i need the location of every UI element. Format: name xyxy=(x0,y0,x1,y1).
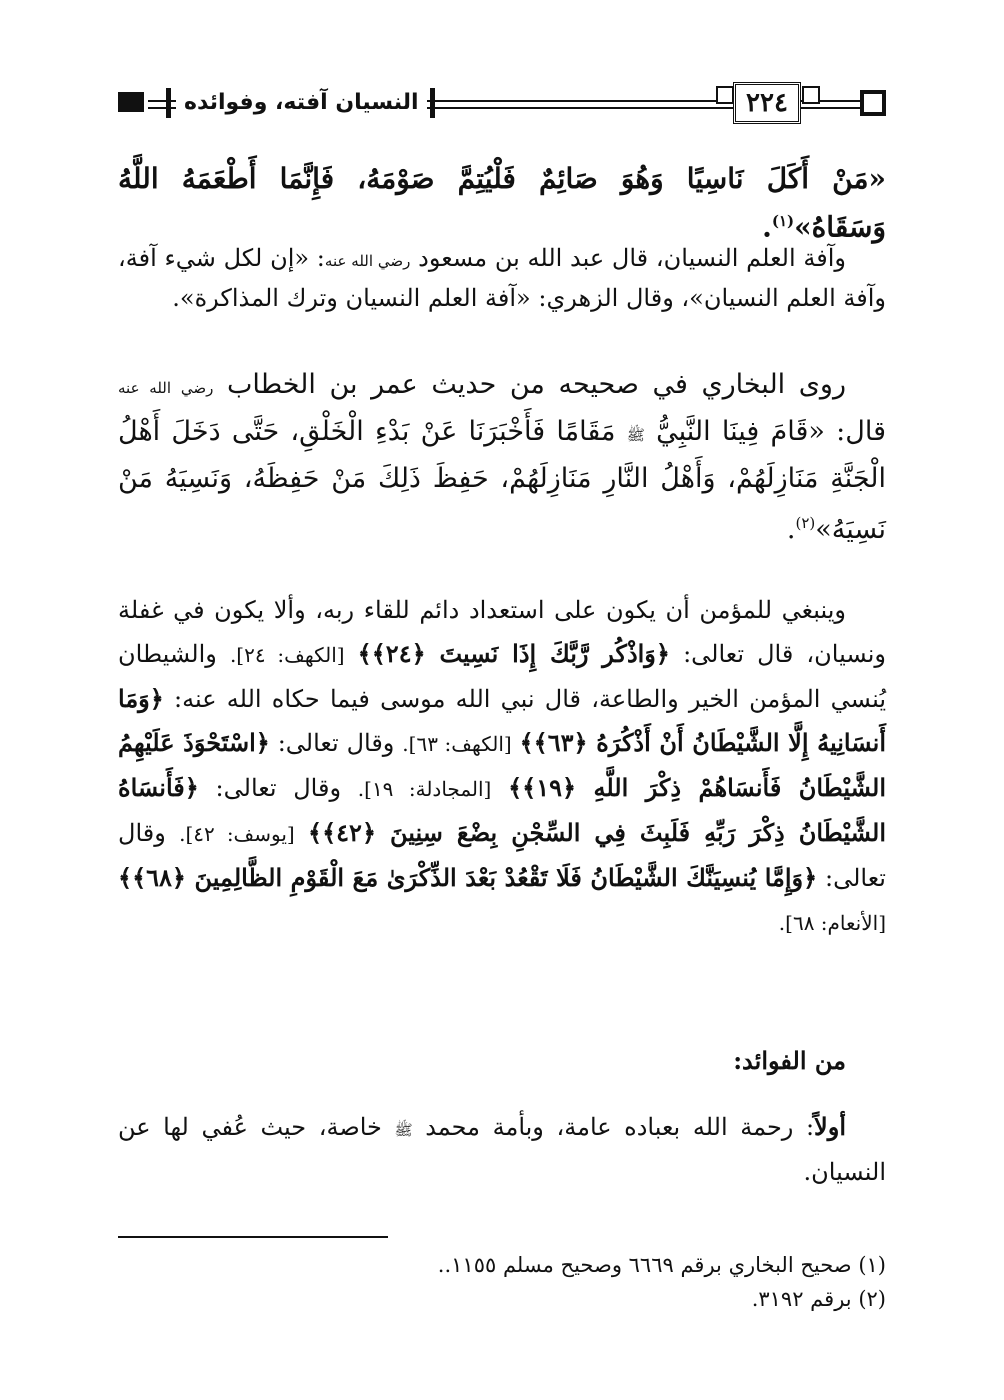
page-number: ٢٢٤ xyxy=(733,82,801,124)
benefit-label: أولاً xyxy=(814,1112,846,1141)
quran-verse: ﴿وَمَا أَنسَانِيهُ إِلَّا الشَّيْطَانُ أَنْ أَذْكُرَهُ ﴿٦٣﴾﴾ xyxy=(118,684,886,757)
hadith-text: «مَنْ أَكَلَ نَاسِيًا وَهُوَ صَائِمٌ فَلْيُتِمَّ صَوْمَهُ، فَإِنَّمَا أَطْعَمَهُ اللَّهُ وَسَقَاهُ» xyxy=(118,162,886,244)
footnote-separator xyxy=(118,1236,388,1238)
footnotes xyxy=(118,1248,886,1316)
paragraph-text: : «إن لكل شيء آفة، وآفة العلم النسيان»، وقال الزهري: «آفة العلم النسيان وترك المذاكرة». xyxy=(118,244,886,312)
verse-reference: [الكهف: ٦٣]. xyxy=(402,732,512,756)
paragraph-ibn-masud xyxy=(118,240,886,317)
footnote-mark: (١) xyxy=(858,1253,886,1277)
paragraph-text: وآفة العلم النسيان، قال عبد الله بن مسعود xyxy=(418,244,846,272)
footnote-mark-1: (١) xyxy=(771,212,795,230)
quran-verse: ﴿وَاذْكُر رَّبَّكَ إِذَا نَسِيتَ ﴿٢٤﴾﴾ xyxy=(357,639,670,668)
header-bar-ornament xyxy=(166,88,171,118)
paragraph-text: قال: «قَامَ فِينَا النَّبِيُّ xyxy=(656,416,886,447)
paragraph-verses xyxy=(118,588,886,945)
honorific: رضي الله عنه xyxy=(324,252,411,270)
quran-verse: ﴿فَأَنسَاهُ الشَّيْطَانُ ذِكْرَ رَبِّهِ فَلَبِثَ فِي السِّجْنِ بِضْعَ سِنِينَ ﴿٤٢﴾﴾ xyxy=(118,773,886,847)
hadith-quote xyxy=(118,158,886,248)
verse-reference: [المجادلة: ١٩]. xyxy=(357,777,492,801)
paragraph-text: والشيطان يُنسي المؤمن الخير والطاعة، قال نبي الله موسى فيما حكاه الله عنه: xyxy=(118,640,886,713)
paragraph-text: وقال تعالى: xyxy=(118,819,886,892)
paragraph-text: وينبغي للمؤمن أن يكون على استعداد دائم للقاء ربه، وألا يكون في غفلة ونسيان، قال تعالى: xyxy=(118,596,887,668)
footnote-item xyxy=(118,1282,886,1316)
honorific: رضي الله عنه xyxy=(118,379,214,397)
paragraph-text: مَقَامًا فَأَخْبَرَنَا عَنْ بَدْءِ الْخَلْقِ، حَتَّى دَخَلَ أَهْلُ الْجَنَّةِ مَنَازِلَهُمْ، وَأَهْلُ النَّارِ مَنَازِلَهُمْ، حَفِظَ ذَلِكَ مَنْ حَفِظَهُ، وَنَسِيَهُ مَنْ نَسِيَهُ» xyxy=(118,416,886,545)
header-filled-square-ornament xyxy=(118,92,144,112)
paragraph-text: : رحمة الله بعباده عامة، وبأمة محمد xyxy=(425,1113,815,1141)
prophet-salutation: ﷺ xyxy=(394,1121,413,1139)
hadith-end: . xyxy=(762,210,772,244)
footnote-text: برقم ٣١٩٢. xyxy=(751,1287,852,1311)
benefits-section xyxy=(118,1042,886,1080)
footnote-text: صحيح البخاري برقم ٦٦٦٩ وصحيح مسلم ١١٥٥.. xyxy=(437,1253,852,1277)
running-header xyxy=(118,80,886,132)
footnote-mark-2: (٢) xyxy=(795,514,816,532)
verse-reference: [الكهف: ٢٤]. xyxy=(229,643,345,667)
footnote-mark: (٢) xyxy=(858,1287,886,1311)
verse-reference: [الأنعام: ٦٨]. xyxy=(778,911,886,935)
paragraph-text: روى البخاري في صحيحه من حديث عمر بن الخطاب xyxy=(226,369,846,400)
benefit-first xyxy=(118,1106,886,1193)
verse-reference: [يوسف: ٤٢]. xyxy=(179,822,295,846)
header-bar-ornament xyxy=(430,88,435,118)
footnote-item xyxy=(118,1248,886,1282)
prophet-salutation: ﷺ xyxy=(626,426,645,444)
quran-verse: ﴿اسْتَحْوَذَ عَلَيْهِمُ الشَّيْطَانُ فَأَنسَاهُمْ ذِكْرَ اللَّهِ ﴿١٩﴾﴾ xyxy=(118,728,886,802)
running-title: النسيان آفته، وفوائده xyxy=(176,88,427,118)
section-heading: من الفوائد: xyxy=(733,1046,846,1075)
paragraph-text: خاصة، حيث عُفي لها عن النسيان. xyxy=(118,1113,886,1186)
paragraph-end: . xyxy=(786,514,796,545)
page-number-ornament-left xyxy=(716,86,734,104)
paragraph-bukhari xyxy=(118,363,886,552)
page-number-ornament-right xyxy=(802,86,820,104)
paragraph-text: وقال تعالى: xyxy=(215,774,342,802)
quran-verse: ﴿وَإِمَّا يُنسِيَنَّكَ الشَّيْطَانُ فَلَا تَقْعُدْ بَعْدَ الذِّكْرَىٰ مَعَ الْقَوْمِ الظَّالِمِينَ ﴿٦٨﴾﴾ xyxy=(118,863,818,892)
header-square-ornament xyxy=(860,90,886,116)
book-page xyxy=(118,80,887,1311)
paragraph-text: وقال تعالى: xyxy=(277,729,395,757)
